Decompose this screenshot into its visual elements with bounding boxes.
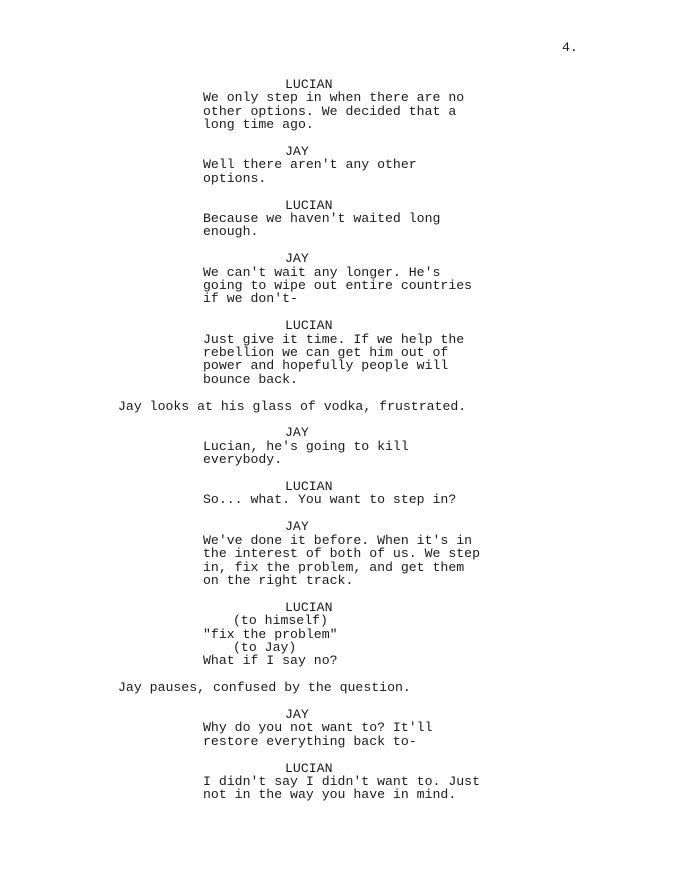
line-gap [0, 587, 680, 600]
line-gap [0, 306, 680, 319]
screenplay-body [0, 78, 680, 802]
line-gap [0, 386, 680, 399]
line-gap [0, 467, 680, 480]
dialogue-text: "fix the problem" [203, 626, 338, 642]
dialogue-text: I didn't say I didn't want to. Just not in the way you have in mind. [203, 773, 480, 803]
line-gap [0, 239, 680, 252]
line-gap [0, 185, 680, 198]
character-cue: LUCIAN [285, 318, 333, 334]
dialogue-text: Because we haven't waited long enough. [203, 211, 441, 240]
line-gap [0, 748, 680, 761]
character-cue: JAY [285, 251, 309, 267]
character-cue: JAY [285, 144, 309, 160]
character-cue: LUCIAN [285, 479, 333, 495]
parenthetical-text: (to himself) [233, 613, 328, 629]
line-gap [0, 132, 680, 145]
character-cue: LUCIAN [285, 77, 333, 92]
dialogue-text: So... what. You want to step in? [203, 492, 457, 508]
dialogue-text: Lucian, he's going to kill everybody. [203, 438, 409, 468]
dialogue-text: Why do you not want to? It'll restore everything back to- [203, 720, 433, 749]
line-gap [0, 668, 680, 681]
line-gap [0, 507, 680, 520]
line-gap [0, 413, 680, 426]
character-cue: JAY [285, 519, 309, 535]
action-line: Jay looks at his glass of vodka, frustrated. [118, 398, 467, 414]
line-gap [0, 695, 680, 708]
dialogue-text: Just give it time. If we help the rebellion we can get him out of power and hopefully people will bounce back. [203, 331, 465, 387]
dialogue-text: Well there aren't any other options. [203, 157, 417, 186]
parenthetical-text: (to Jay) [233, 639, 297, 655]
dialogue-text: We only step in when there are no other options. We decided that a long time ago. [203, 90, 465, 133]
dialogue-text: We've done it before. When it's in the interest of both of us. We step in, fix the problem, and get them on the right track. [203, 532, 480, 588]
character-cue: LUCIAN [285, 760, 333, 776]
page-number: 4. [562, 40, 578, 55]
dialogue-text: We can't wait any longer. He's going to wipe out entire countries if we don't- [203, 264, 473, 307]
action-line: Jay pauses, confused by the question. [118, 680, 411, 696]
character-cue: LUCIAN [285, 599, 333, 615]
character-cue: LUCIAN [285, 197, 333, 213]
character-cue: JAY [285, 706, 309, 722]
dialogue-text: What if I say no? [203, 653, 338, 669]
character-cue: JAY [285, 425, 309, 441]
